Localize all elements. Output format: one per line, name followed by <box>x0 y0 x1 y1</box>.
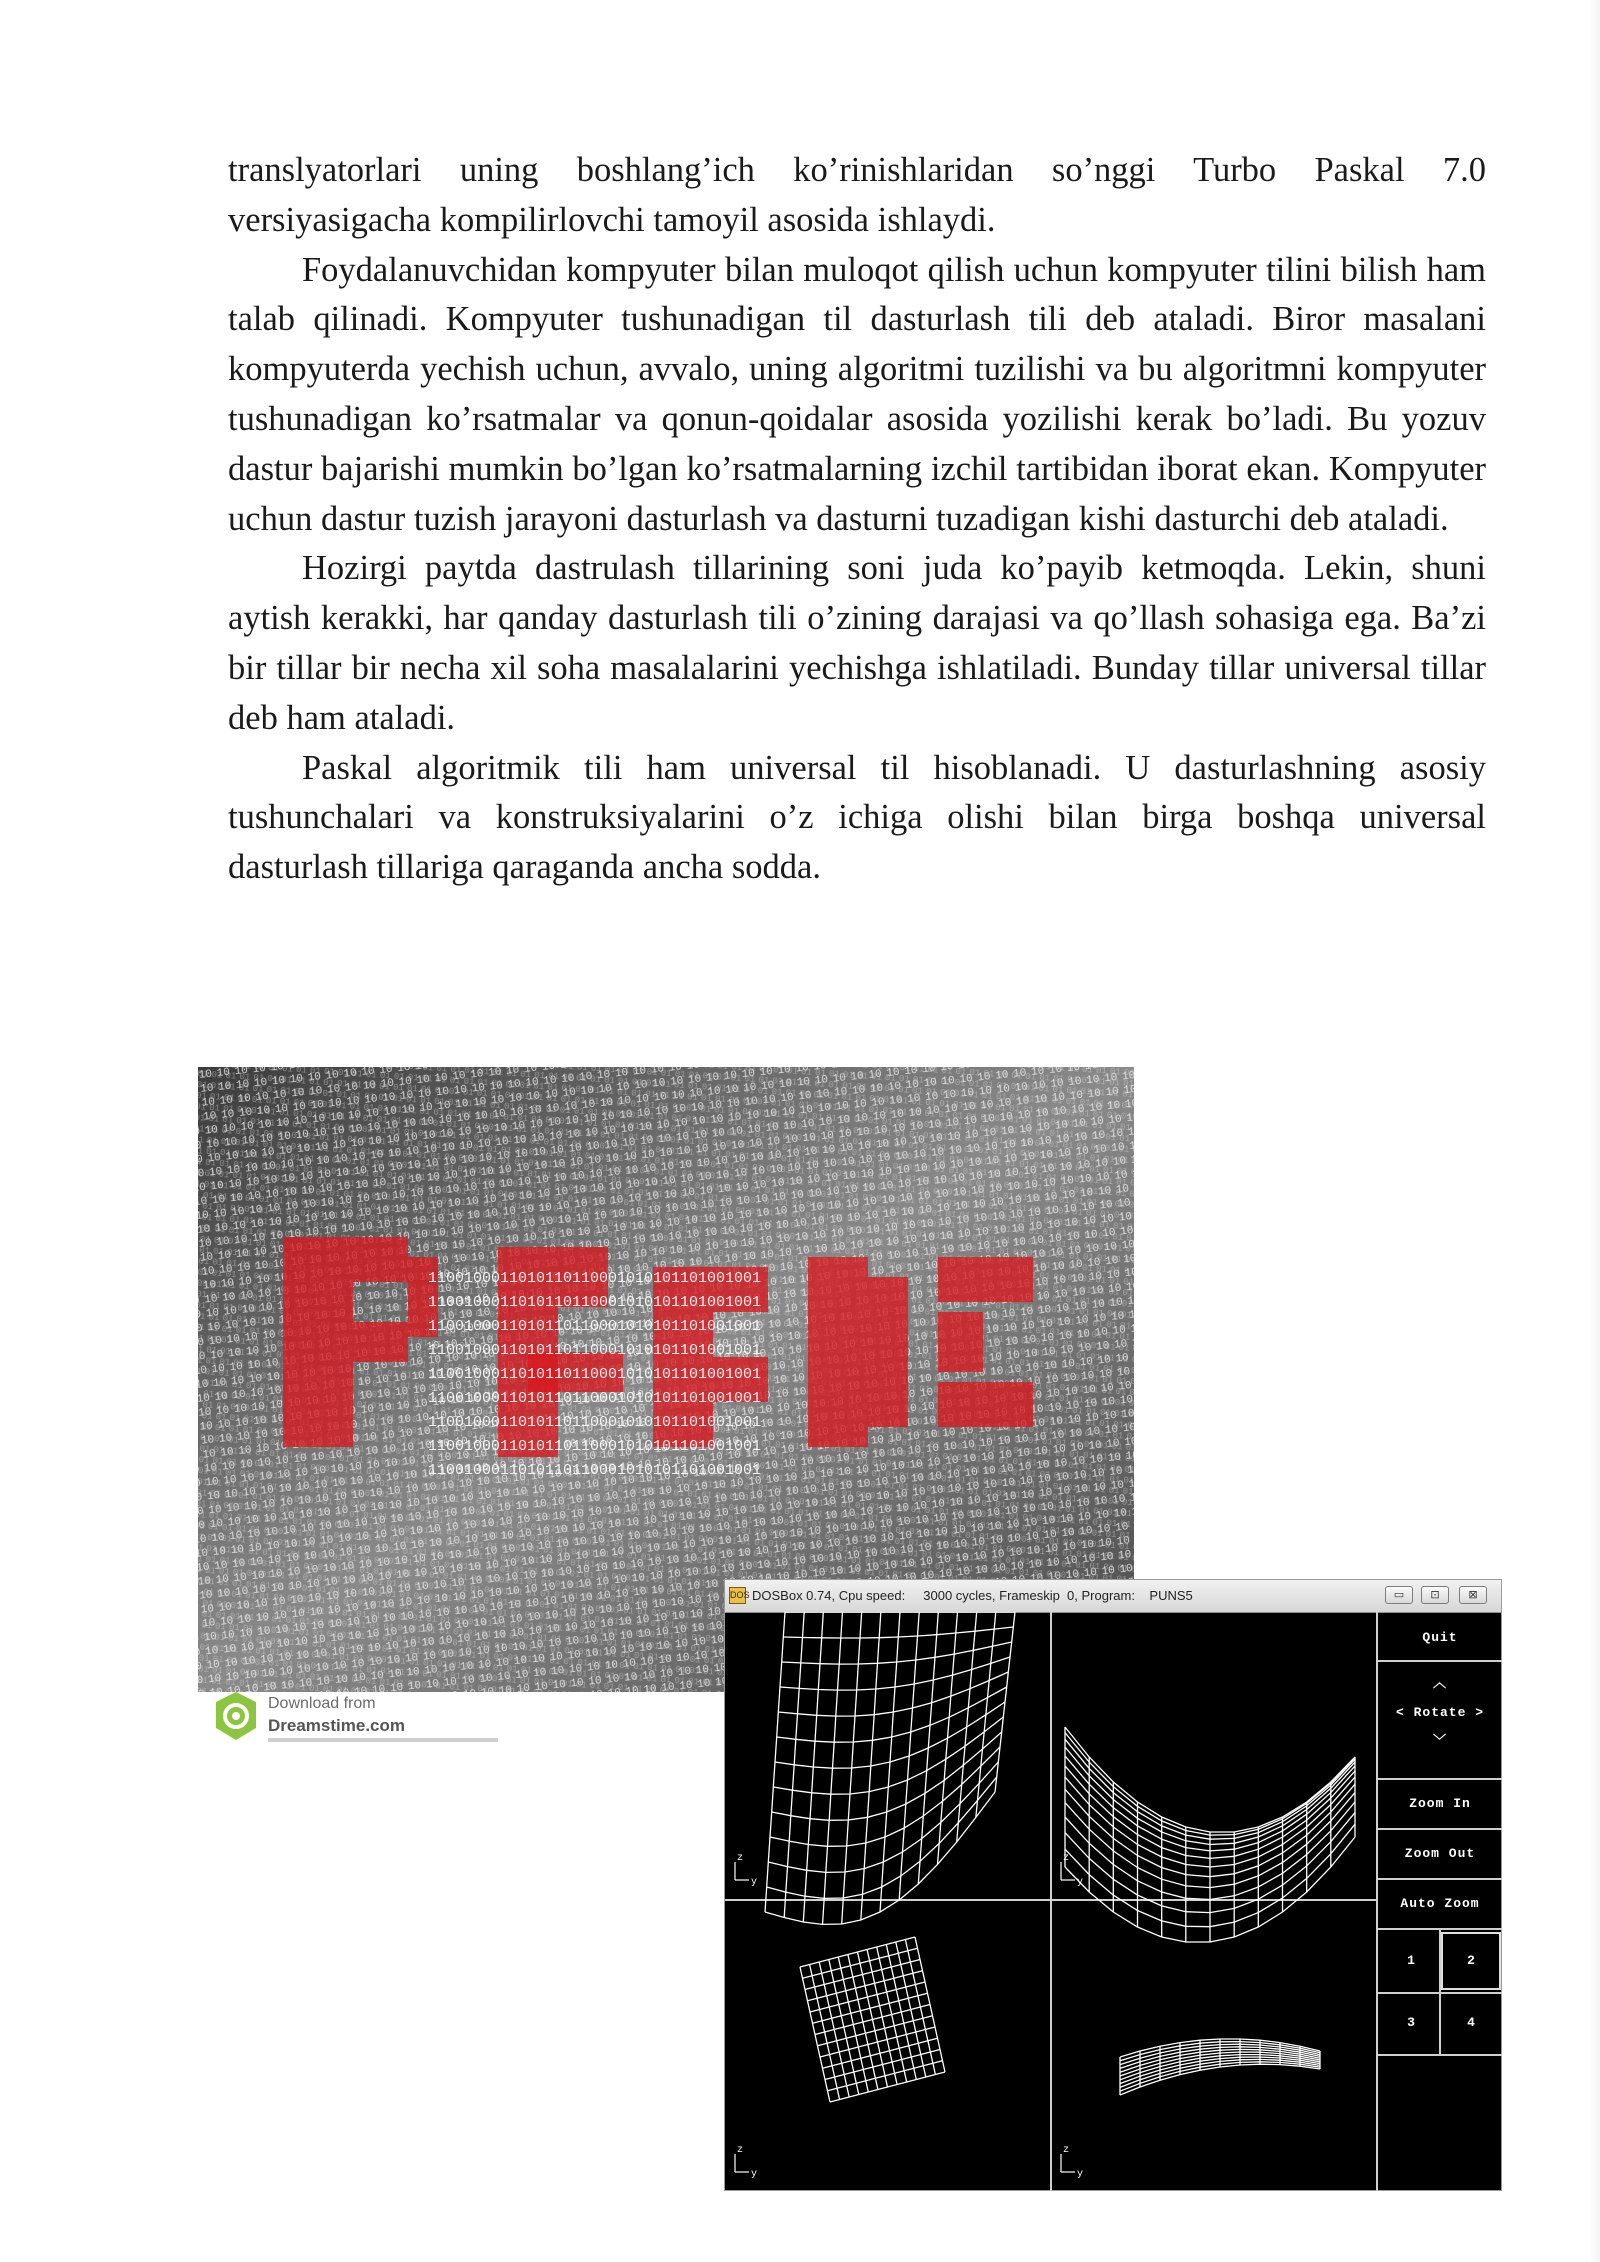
mesh-line <box>957 1612 977 1842</box>
badge-fine-print <box>268 1738 498 1742</box>
axis-y-label: y <box>1077 2169 1084 2180</box>
view-1-button[interactable]: 1 <box>1407 1953 1415 1968</box>
document-body <box>228 146 1486 893</box>
badge-line-2: Dreamstime.com <box>268 1716 406 1735</box>
badge-line-1: Download from <box>268 1695 376 1712</box>
binary-strip: 1100100011010110110001010101101001001 <box>428 1366 762 1383</box>
rotate-down-icon[interactable]: ﹀ <box>1432 1734 1447 1749</box>
axis-y-label: y <box>1077 1877 1084 1888</box>
dosbox-title: DOSBox 0.74, Cpu speed: 3000 cycles, Frameskip 0, Program: PUNS5 <box>752 1588 1193 1603</box>
quit-button[interactable]: Quit <box>1422 1630 1458 1645</box>
mesh-line <box>918 1612 938 1884</box>
zoom-in-button[interactable]: Zoom In <box>1409 1796 1471 1811</box>
paragraph-3: Hozirgi paytda dastrulash tillarining soni juda ko’payib ketmoqda. Lekin, shuni aytish kerakki, har qanday dasturlash tili o’zining darajasi va qo’llash sohasiga ega. Ba’zi bir tillar bir necha xil soha masalalarini yechishga ishlatiladi. Bunday tillar universal tillar deb ham ataladi. <box>228 549 1486 737</box>
mesh-line <box>976 1612 996 1818</box>
dosbox-window <box>724 1579 1502 2191</box>
axis-z-label: z <box>1063 1853 1070 1864</box>
viewport-2-surface <box>1065 1727 1355 1942</box>
view-2-button[interactable]: 2 <box>1441 1932 1501 1990</box>
rotate-up-icon[interactable]: ︿ <box>1432 1676 1447 1691</box>
mesh-line <box>995 1612 1015 1792</box>
dosbox-app-icon: DOS <box>729 1587 746 1604</box>
mesh-line <box>1065 1739 1355 1839</box>
binary-strip: 1100100011010110110001010101101001001 <box>428 1462 762 1479</box>
mesh-line <box>899 1612 919 1900</box>
axis-z-label: z <box>737 2145 744 2156</box>
binary-strip: 1100100011010110110001010101101001001 <box>428 1342 762 1359</box>
red-block <box>938 1257 1033 1302</box>
axis-indicators <box>735 1853 1083 2180</box>
axis-z-label: z <box>737 1853 744 1864</box>
paragraph-4: Paskal algoritmik tili ham universal til hisoblanadi. U dasturlashning asosiy tushunchalari va konstruksiyalarini o’z ichiga olishi bilan birga boshqa universal dasturlash tillariga qaraganda ancha sodda. <box>228 748 1486 887</box>
paragraph-2: Foydalanuvchidan kompyuter bilan muloqot qilish uchun kompyuter tilini bilish ham talab qilinadi. Kompyuter tushunadigan til dasturlash tili deb ataladi. Biror masalani kompyuterda yechish uchun, avvalo, uning algoritmi tuzilishi va bu algoritmni kompyuter tushunadigan ko’rsatmalar va qonun-qoidalar asosida yozilishi kerak bo’ladi. Bu yozuv dastur bajarishi mumkin bo’lgan ko’rsatmalarning izchil tartibidan iborat ekan. Kompyuter uchun dastur tuzish jarayoni dasturlash va dasturni tuzadigan kishi dasturchi deb ataladi. <box>228 250 1486 538</box>
view-4-button[interactable]: 4 <box>1467 2015 1475 2030</box>
surface-viewports[interactable] <box>725 1612 1378 2191</box>
viewport-4-surface <box>1120 2039 1320 2095</box>
binary-strip: 1100100011010110110001010101101001001 <box>428 1294 762 1311</box>
axis-z-label: z <box>1063 2145 1070 2156</box>
zoom-out-button[interactable]: Zoom Out <box>1404 1846 1476 1861</box>
dreamstime-logo-icon <box>212 1690 260 1742</box>
axis-y-label: y <box>751 1877 758 1888</box>
binary-strip: 1100100011010110110001010101101001001 <box>428 1318 762 1335</box>
binary-strip: 1100100011010110110001010101101001001 <box>428 1438 762 1455</box>
paragraph-1: translyatorlari uning boshlang’ich ko’rinishlaridan so’nggi Turbo Paskal 7.0 versiyasigacha kompilirlovchi tamoyil asosida ishlaydi. <box>228 151 1486 239</box>
binary-strip: 1100100011010110110001010101101001001 <box>428 1390 762 1407</box>
auto-zoom-button[interactable]: Auto Zoom <box>1400 1896 1480 1911</box>
close-button[interactable]: ⊠ <box>1459 1586 1487 1604</box>
menu-divider-vertical <box>1439 1930 1441 2054</box>
axis-y-label: y <box>751 2169 758 2180</box>
menu-divider <box>1378 2054 1502 2056</box>
dosbox-titlebar[interactable] <box>725 1580 1501 1613</box>
maximize-button[interactable]: ⊡ <box>1421 1586 1449 1604</box>
red-block <box>868 1277 908 1427</box>
viewport-3-surface <box>800 1937 945 2102</box>
binary-strip: 1100100011010110110001010101101001001 <box>428 1414 762 1431</box>
page-edge <box>1590 0 1600 2262</box>
red-block <box>353 1237 408 1282</box>
red-block <box>938 1312 983 1372</box>
rotate-button[interactable]: < Rotate > <box>1395 1705 1484 1720</box>
red-block <box>938 1382 1033 1427</box>
red-block <box>283 1237 353 1447</box>
red-block <box>808 1257 868 1447</box>
mesh-line <box>1065 1733 1355 1836</box>
menu-divider <box>1378 1660 1502 1662</box>
download-badge <box>212 1690 532 1750</box>
viewport-1-surface <box>765 1612 1015 1924</box>
minimize-button[interactable]: ▭ <box>1385 1586 1413 1604</box>
red-block <box>353 1322 408 1362</box>
view-3-button[interactable]: 3 <box>1407 2015 1415 2030</box>
binary-strip: 1100100011010110110001010101101001001 <box>428 1270 762 1287</box>
